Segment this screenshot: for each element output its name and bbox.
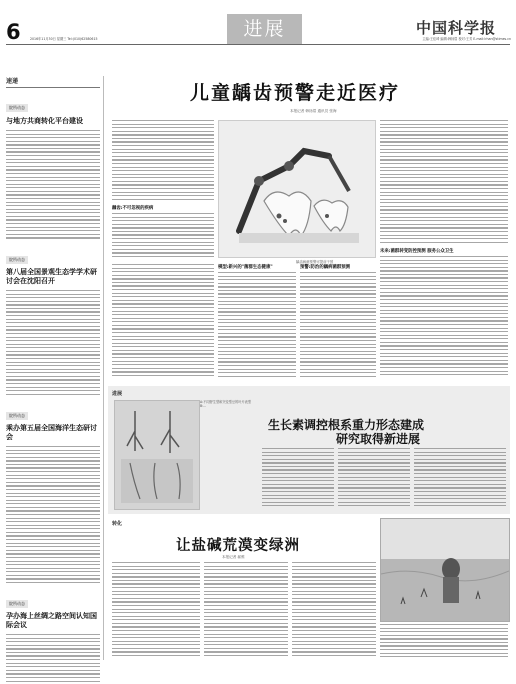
sidebar-tag: 院所动态	[6, 412, 28, 420]
transfer-col-1	[112, 562, 200, 660]
sidebar	[6, 76, 100, 660]
sidebar-article	[6, 94, 100, 242]
feature-subhead: 龋齿:不可忽视的疾病	[112, 206, 154, 211]
header-right-info: 主编:王佳琦 编辑:韩扬眉 校对:王芳 E-mail:lrhan@stimes.cn	[422, 37, 511, 41]
sidebar-article	[6, 402, 100, 586]
sidebar-title: 第八届全国景观生态学学术研讨会在沈阳召开	[6, 268, 97, 285]
progress-image-caption: A:不同野生型和突变型豆的叶片表型 B:...	[200, 400, 252, 409]
feature-subhead: 未来:菌群转变防控预测 服务公众卫生	[380, 249, 454, 254]
sidebar-body-text	[6, 634, 100, 684]
feature-subhead: 模型:新兴的"菌群生态健康"	[218, 265, 273, 270]
transfer-col-2	[204, 562, 288, 660]
feature-col-2-text	[218, 272, 296, 382]
progress-headline-line2: 研究取得新进展	[336, 432, 421, 446]
progress-column-label: 进展	[112, 391, 123, 397]
sidebar-article	[6, 590, 100, 684]
sidebar-divider	[103, 76, 104, 660]
feature-col-1-text-c	[112, 264, 214, 382]
feature-col-4-text	[380, 120, 508, 248]
feature-subhead: 预警:防治的龋病菌群预测	[300, 265, 351, 270]
saline-field-photo	[381, 519, 509, 621]
section-banner: 进展	[227, 14, 302, 44]
page-number: 6	[6, 20, 21, 44]
feature-col-1-text-b	[112, 213, 214, 261]
masthead-logo: 中国科学报	[416, 19, 497, 37]
transfer-col-4	[380, 624, 508, 660]
sidebar-body-text	[6, 446, 100, 586]
sidebar-title: 孕办海上丝绸之路空间认知国际会议	[6, 612, 97, 629]
transfer-headline: 让盐碱荒漠变绿洲	[176, 538, 300, 554]
sidebar-column-label: 速递	[6, 76, 100, 88]
plant-root-figure	[115, 401, 199, 509]
feature-headline: 儿童龋齿预警走近医疗	[190, 82, 401, 104]
sidebar-body-text	[6, 130, 100, 242]
header-left-info: 2016年11月30日 星期三 Tel:(010)62580615	[30, 37, 98, 41]
transfer-column-label: 转化	[112, 521, 123, 527]
feature-col-1-text	[112, 120, 214, 202]
feature-col-4-text-b	[380, 256, 508, 382]
progress-image	[114, 400, 200, 510]
dental-illustration	[219, 121, 375, 257]
transfer-photo	[380, 518, 510, 622]
sidebar-body-text	[6, 290, 100, 398]
transfer-col-3	[292, 562, 376, 660]
sidebar-tag: 院所动态	[6, 256, 28, 264]
feature-image-caption: 龋齿病菌预警可提前干预	[296, 260, 334, 264]
feature-col-3-text	[300, 272, 376, 382]
sidebar-title: 乘办第五届全国海洋生态研讨会	[6, 424, 97, 441]
header-rule	[6, 44, 510, 45]
feature-image	[218, 120, 376, 258]
progress-body-col-2	[338, 448, 410, 510]
sidebar-tag: 院所动态	[6, 600, 28, 608]
feature-byline: 本报记者 韩扬眉 通讯员 张海	[290, 109, 337, 113]
sidebar-article	[6, 246, 100, 398]
transfer-byline: 本报记者 郝维	[222, 555, 245, 559]
progress-body-col-1	[262, 448, 334, 510]
sidebar-tag: 院所动态	[6, 104, 28, 112]
sidebar-title: 与地方共商转化平台建设	[6, 117, 83, 125]
progress-body-col-3	[414, 448, 506, 510]
progress-headline-line1: 生长素调控根系重力形态建成	[268, 418, 425, 432]
